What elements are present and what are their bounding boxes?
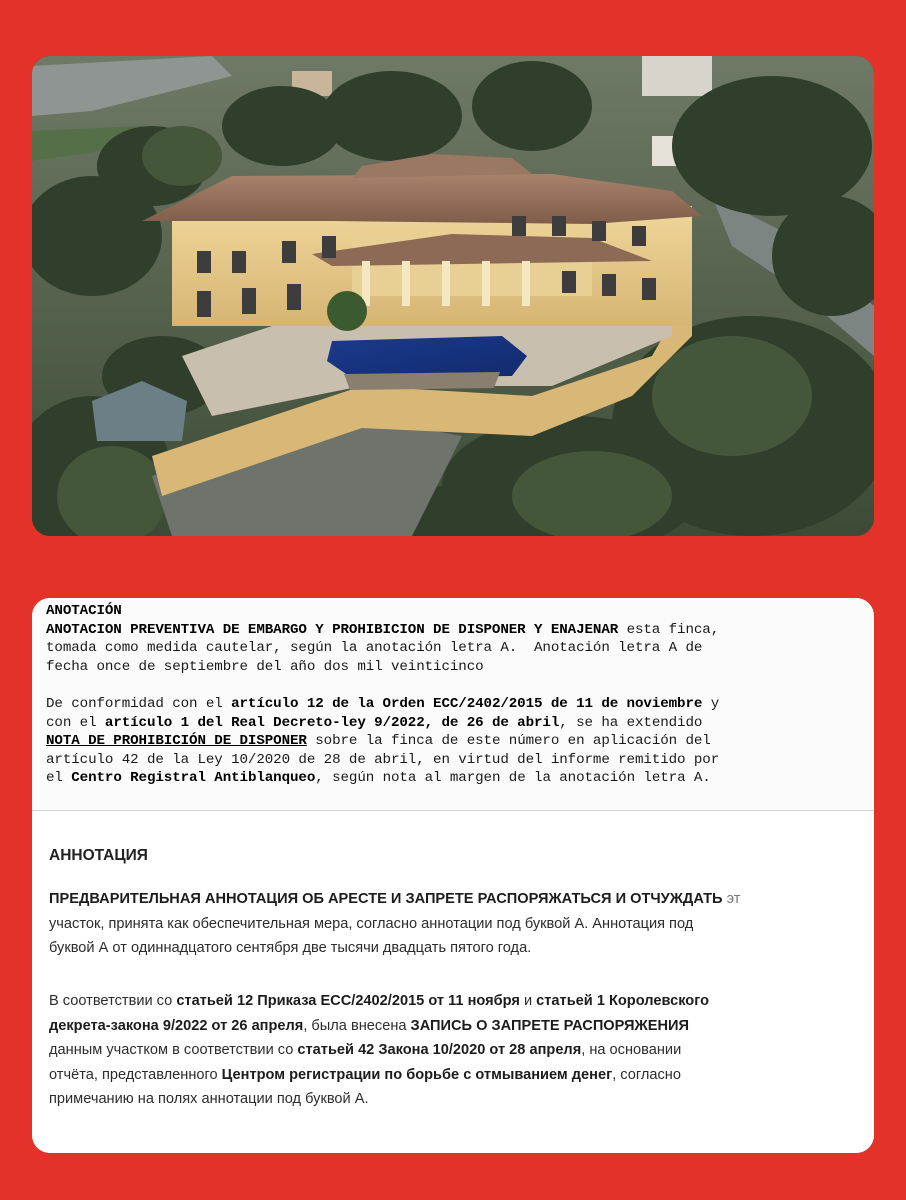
russian-heading: АННОТАЦИЯ	[49, 847, 148, 864]
russian-paragraph-1: ПРЕДВАРИТЕЛЬНАЯ АННОТАЦИЯ ОБ АРЕСТЕ И ЗАПРЕТЕ РАСПОРЯЖАТЬСЯ И ОТЧУЖДАТЬ эт участок, принята как обеспечительная мера, согласно аннотации под буквой А. Аннотация под буквой А от одиннадцатого сентября две тысячи двадцать пятого года.	[49, 891, 741, 957]
russian-paragraph-2: В соответствии со статьей 12 Приказа ЕСС/2402/2015 от 11 ноября и статьей 1 Королевского декрета-закона 9/2022 от 26 апреля, была внесена ЗАПИСЬ О ЗАПРЕТЕ РАСПОРЯЖЕНИЯ данным участком в соответствии со статьей 42 Закона 10/2020 от 28 апреля, на основании отчёта, представленного Центром регистрации по борьбе с отмыванием денег, согласно примечанию на полях аннотации под буквой А.	[49, 993, 710, 1108]
villa-photo	[32, 56, 874, 536]
spanish-annotation-scan	[32, 598, 874, 811]
russian-translation	[32, 811, 874, 1153]
spanish-line-3: fecha once de septiembre del año dos mil veinticinco	[46, 658, 484, 675]
spanish-line-2: tomada como medida cautelar, según la anotación letra A. Anotación letra A de	[46, 640, 703, 657]
spanish-annotation-text: ANOTACIÓN ANOTACION PREVENTIVA DE EMBARGO Y PROHIBICION DE DISPONER Y ENAJENAR esta finca, tomada como medida cautelar, según la anotación letra A. Anotación letra A de fecha once de septiembre del año dos mil veinticinco De conformidad con el artículo 12 de la Orden ECC/2402/2015 de 11 de noviembre y con el artículo 1 del Real Decreto-ley 9/2022, de 26 de abril, se ha extendido NOTA DE PROHIBICIÓN DE DISPONER sobre la finca de este número en aplicación del artículo 42 de la Ley 10/2020 de 28 de abril, en virtud del informe remitido por el Centro Registral Antiblanqueo, según nota al margen de la anotación letra A.	[46, 603, 720, 787]
spanish-title-bold: ANOTACION PREVENTIVA DE EMBARGO Y PROHIBICION DE DISPONER Y ENAJENAR	[46, 621, 619, 638]
villa-aerial-photo-icon	[32, 56, 874, 536]
spanish-heading: ANOTACIÓN	[46, 603, 122, 619]
annotation-document	[32, 598, 874, 1153]
